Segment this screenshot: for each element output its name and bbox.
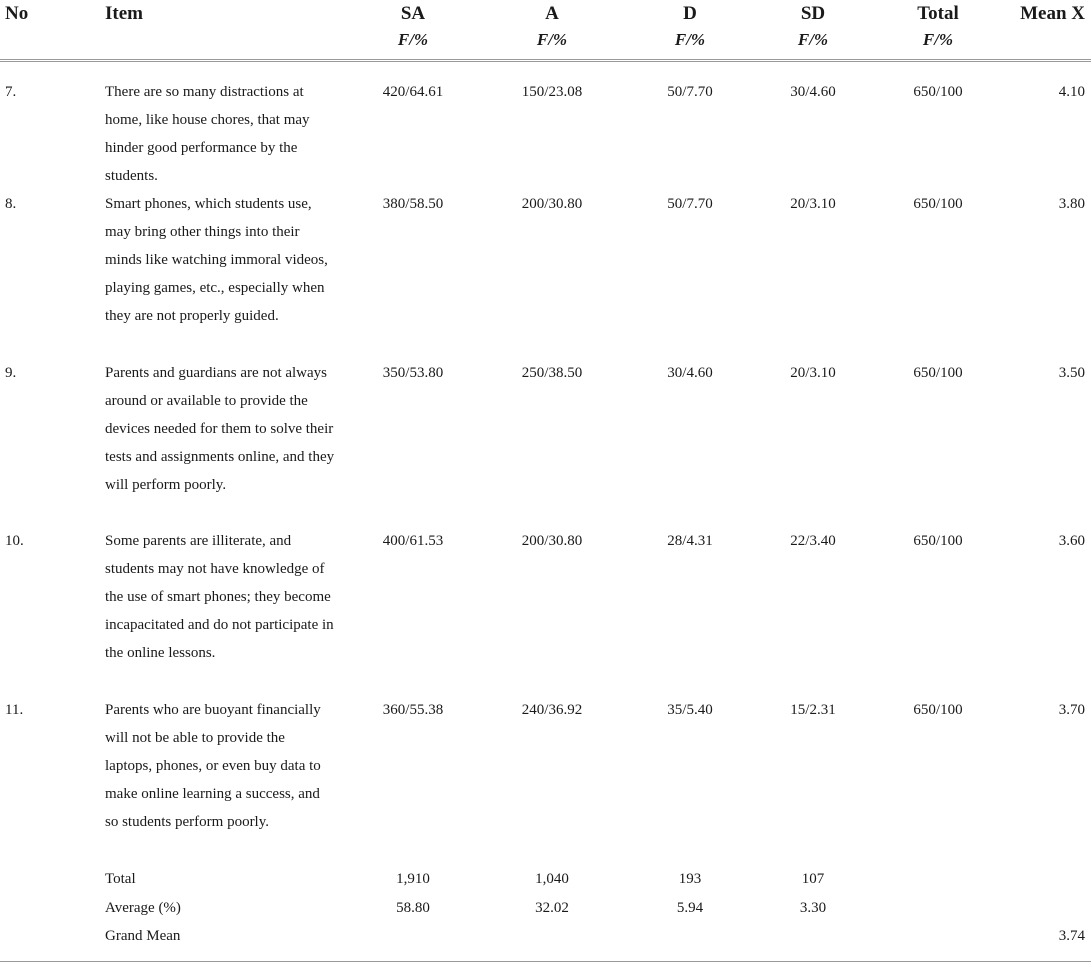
row-sa: 360/55.38	[382, 702, 444, 718]
row-no: 8.	[5, 196, 17, 212]
header-rule-2	[0, 61, 1091, 62]
row-d: 30/4.60	[667, 365, 713, 381]
summary-total-sa: 1,910	[396, 871, 430, 887]
row-sd: 30/4.60	[790, 84, 836, 100]
row-a: 150/23.08	[521, 84, 583, 100]
header-total	[878, 1, 998, 53]
summary-average-d: 5.94	[676, 900, 704, 916]
header-a-label: A	[545, 3, 559, 24]
summary-total-label: Total	[105, 871, 136, 887]
summary-total-d: 193	[678, 871, 702, 887]
row-no: 10.	[5, 533, 24, 549]
row-sa: 400/61.53	[382, 533, 444, 549]
header-sd	[753, 1, 873, 53]
row-total: 650/100	[913, 84, 963, 100]
summary-average-sd: 3.30	[799, 900, 827, 916]
row-total: 650/100	[913, 702, 963, 718]
summary-grand-mean-value: 3.74	[1058, 928, 1085, 944]
row-mean: 4.10	[1058, 84, 1085, 100]
row-sd: 15/2.31	[790, 702, 836, 718]
row-sa: 380/58.50	[382, 196, 444, 212]
header-d	[630, 1, 750, 53]
row-no: 11.	[5, 702, 24, 718]
footer-rule	[0, 961, 1091, 962]
header-sa-label: SA	[400, 3, 426, 24]
summary-average-sa: 58.80	[396, 900, 430, 916]
row-sd: 22/3.40	[790, 533, 836, 549]
header-total-label: Total	[917, 3, 959, 24]
header-mean	[1020, 1, 1085, 27]
row-no: 9.	[5, 365, 17, 381]
row-a: 250/38.50	[521, 365, 583, 381]
summary-total-sd: 107	[801, 871, 825, 887]
header-mean-label: Mean	[1020, 3, 1067, 24]
row-total: 650/100	[913, 365, 963, 381]
row-a: 240/36.92	[521, 702, 583, 718]
row-mean: 3.80	[1058, 196, 1085, 212]
row-d: 28/4.31	[667, 533, 713, 549]
header-rule	[0, 59, 1091, 60]
row-total: 650/100	[913, 533, 963, 549]
summary-grand-mean-label: Grand Mean	[105, 928, 181, 944]
row-item: Parents and guardians are not always around or available to provide the devices needed for them to solve their tests and assignments online, and they will perform poorly.	[105, 365, 335, 493]
header-sd-label: SD	[800, 3, 826, 24]
header-item: Item	[105, 3, 143, 24]
row-d: 50/7.70	[667, 84, 713, 100]
summary-average-a: 32.02	[535, 900, 569, 916]
row-item: Parents who are buoyant financially will not be able to provide the laptops, phones, or even buy data to make online learning a success, and so students perform poorly.	[105, 702, 321, 830]
header-d-sub: F/%	[674, 30, 706, 49]
header-sd-sub: F/%	[797, 30, 829, 49]
summary-average-label: Average (%)	[105, 900, 181, 916]
row-a: 200/30.80	[521, 533, 583, 549]
header-d-label: D	[683, 3, 697, 24]
row-mean: 3.70	[1058, 702, 1085, 718]
header-sa-sub: F/%	[397, 30, 429, 49]
header-a	[492, 1, 612, 53]
header-no: No	[5, 3, 29, 24]
row-sa: 350/53.80	[382, 365, 444, 381]
summary-total-a: 1,040	[535, 871, 569, 887]
row-item: There are so many distractions at home, like house chores, that may hinder good performance by the students.	[105, 84, 310, 184]
header-sa	[353, 1, 473, 53]
row-d: 35/5.40	[667, 702, 713, 718]
row-sd: 20/3.10	[790, 365, 836, 381]
row-mean: 3.50	[1058, 365, 1085, 381]
row-sd: 20/3.10	[790, 196, 836, 212]
header-mean-sub: X	[1071, 3, 1085, 24]
row-mean: 3.60	[1058, 533, 1085, 549]
row-item: Smart phones, which students use, may bring other things into their minds like watching immoral videos, playing games, etc., especially when they are not properly guided.	[105, 196, 328, 324]
row-item: Some parents are illiterate, and students may not have knowledge of the use of smart phones; they become incapacitated and do not participate in the online lessons.	[105, 533, 334, 661]
row-a: 200/30.80	[521, 196, 583, 212]
row-no: 7.	[5, 84, 17, 100]
row-total: 650/100	[913, 196, 963, 212]
row-d: 50/7.70	[667, 196, 713, 212]
header-total-sub: F/%	[922, 30, 954, 49]
row-sa: 420/64.61	[382, 84, 444, 100]
header-a-sub: F/%	[536, 30, 568, 49]
